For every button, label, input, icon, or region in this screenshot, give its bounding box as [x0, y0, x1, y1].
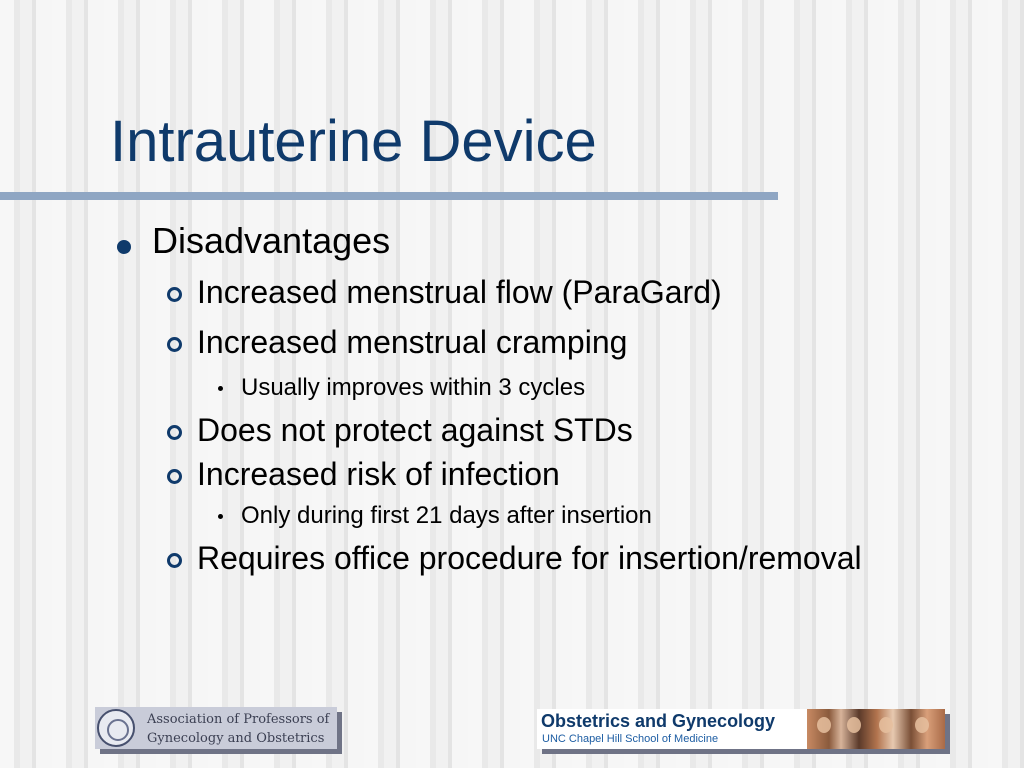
photo-face: [879, 717, 893, 733]
photo-face: [847, 717, 861, 733]
apgo-logo-line1: Association of Professors of: [147, 712, 330, 727]
bullet-ring-icon: [167, 425, 182, 440]
bullet-text: Increased risk of infection: [197, 456, 560, 492]
slide-title: Intrauterine Device: [110, 109, 597, 174]
unc-obgyn-logo: [537, 709, 945, 749]
small-bullet-icon: [218, 386, 223, 391]
bullet-ring-icon: [167, 287, 182, 302]
apgo-seal-icon: [97, 709, 135, 747]
bullet-ring-icon: [167, 469, 182, 484]
bullet-text: Increased menstrual flow (ParaGard): [197, 274, 722, 310]
bullet-text: Does not protect against STDs: [197, 412, 633, 448]
unc-logo-subtitle: UNC Chapel Hill School of Medicine: [542, 733, 719, 745]
apgo-logo: [95, 707, 337, 749]
title-underline: [0, 192, 778, 200]
bullet-text: Requires office procedure for insertion/removal: [197, 540, 862, 576]
bullet-text: Usually improves within 3 cycles: [241, 374, 586, 401]
bullet-text: Disadvantages: [152, 220, 391, 261]
bullet-text: Only during first 21 days after insertion: [241, 502, 652, 529]
family-photo-strip: [807, 709, 945, 749]
small-bullet-icon: [218, 514, 223, 519]
bullet-dot-icon: [117, 240, 131, 254]
apgo-logo-line2: Gynecology and Obstetrics: [147, 731, 325, 746]
bullet-ring-icon: [167, 337, 182, 352]
photo-face: [915, 717, 929, 733]
unc-logo-title: Obstetrics and Gynecology: [541, 711, 776, 731]
bullet-text: Increased menstrual cramping: [197, 324, 628, 360]
apgo-logo-text: [147, 710, 329, 748]
bullet-ring-icon: [167, 553, 182, 568]
photo-face: [817, 717, 831, 733]
